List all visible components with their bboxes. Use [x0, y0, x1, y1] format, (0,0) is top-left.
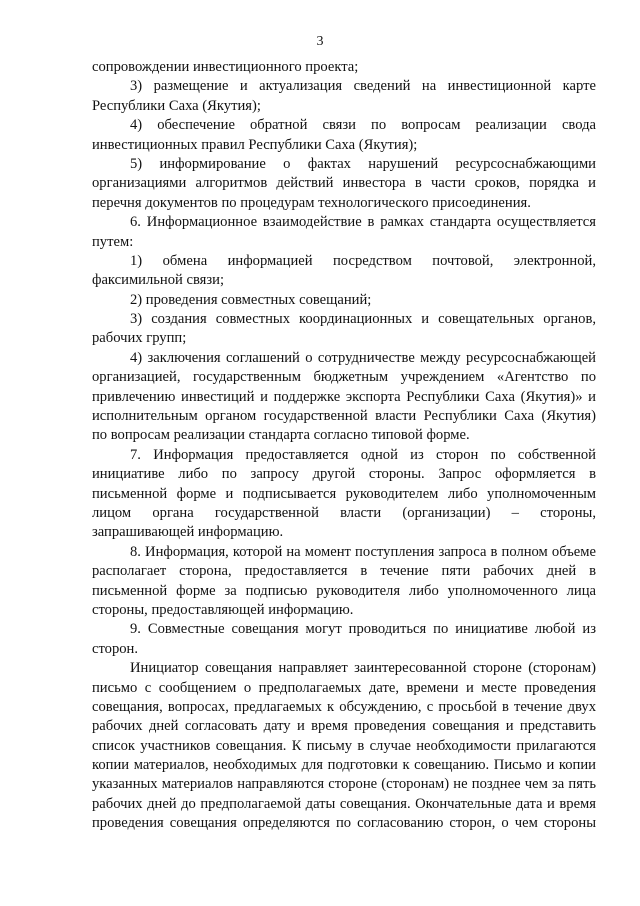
- text-line: 9. Совместные совещания могут проводиться по инициативе любой из: [130, 621, 596, 638]
- text-line: инициативе либо по запросу другой стороны. Запрос оформляется в: [92, 466, 596, 483]
- text-line: сопровождении инвестиционного проекта;: [92, 59, 359, 75]
- text-line: располагает сторона, предоставляется в течение пяти рабочих дней в: [92, 563, 596, 580]
- text-line: список участников совещания. К письму в случае необходимости прилагаются: [92, 737, 596, 754]
- text-line: 4) заключения соглашений о сотрудничестве между ресурсоснабжающей: [130, 349, 596, 366]
- text-line: 4) обеспечение обратной связи по вопросам реализации свода: [130, 117, 596, 134]
- text-line: рабочих дней согласовать дату и время проведения совещания и представить: [92, 718, 596, 735]
- text-line: стороны, предоставляющей информацию.: [92, 601, 354, 618]
- text-line: лицом органа государственной власти (организации) – стороны,: [92, 504, 596, 521]
- text-line: 2) проведения совместных совещаний;: [130, 291, 372, 308]
- text-line: проведения совещания определяются по согласованию сторон, о чем стороны: [92, 815, 596, 832]
- text-line: письмо с сообщением о предполагаемых дате, времени и месте проведения: [92, 679, 596, 696]
- text-line: 1) обмена информацией посредством почтовой, электронной,: [130, 252, 596, 269]
- text-line: путем:: [92, 233, 134, 250]
- text-line: по вопросам реализации стандарта согласно типовой форме.: [92, 427, 470, 444]
- text-line: совещания, вопросах, предлагаемых к обсуждению, с просьбой в течение двух: [92, 698, 596, 715]
- document-body: [92, 58, 596, 834]
- text-line: 3) размещение и актуализация сведений на инвестиционной карте: [130, 78, 596, 95]
- text-line: 8. Информация, которой на момент поступления запроса в полном объеме: [130, 543, 596, 560]
- text-line: 5) информирование о фактах нарушений ресурсоснабжающими: [130, 155, 596, 172]
- text-line: письменной форме за подписью руководителя либо уполномоченного лица: [92, 582, 596, 599]
- page-number: 3: [316, 34, 324, 49]
- text-line: исполнительным органом государственной власти Республики Саха (Якутия): [92, 408, 596, 425]
- text-line: рабочих дней до предполагаемой даты совещания. Окончательные дата и время: [92, 795, 596, 812]
- text-line: 3) создания совместных координационных и совещательных органов,: [130, 311, 596, 328]
- text-line: Инициатор совещания направляет заинтересованной стороне (сторонам): [130, 660, 596, 677]
- text-line: Республики Саха (Якутия);: [92, 97, 261, 114]
- text-line: письменной форме и подписывается руководителем либо уполномоченным: [92, 485, 596, 502]
- text-line: копии материалов, необходимых для подготовки к совещанию. Письмо и копии: [92, 757, 596, 774]
- text-line: указанных материалов направляются стороне (сторонам) не позднее чем за пять: [92, 776, 596, 793]
- text-line: сторон.: [92, 640, 139, 657]
- text-line: привлечению инвестиций и поддержке экспорта Республики Саха (Якутия)» и: [92, 388, 596, 405]
- text-line: 6. Информационное взаимодействие в рамках стандарта осуществляется: [130, 214, 596, 231]
- text-line: инвестиционных правил Республики Саха (Якутия);: [92, 136, 418, 153]
- text-line: рабочих групп;: [92, 330, 187, 347]
- text-line: организациями алгоритмов действий инвестора в части сроков, порядка и: [92, 175, 596, 192]
- text-line: факсимильной связи;: [92, 272, 225, 289]
- text-line: 7. Информация предоставляется одной из сторон по собственной: [130, 446, 596, 463]
- text-line: запрашивающей информацию.: [92, 524, 284, 541]
- text-line: организацией, государственным бюджетным учреждением «Агентство по: [92, 369, 596, 386]
- text-line: перечня документов по процедурам технологического присоединения.: [92, 194, 531, 211]
